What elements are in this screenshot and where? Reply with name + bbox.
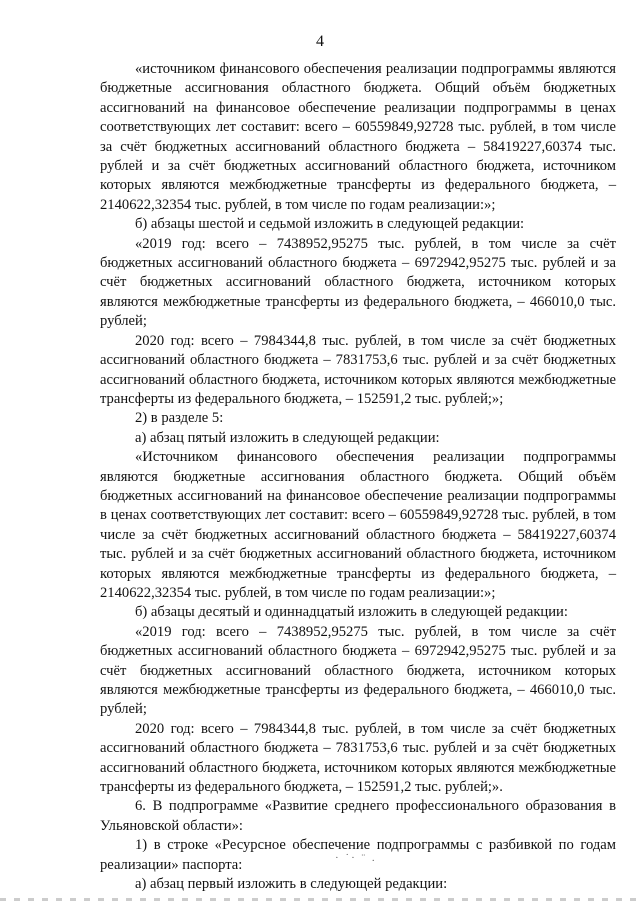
scan-smudge: · ˙· ¨ . xyxy=(335,852,377,864)
paragraph: 1) в строке «Ресурсное обеспечение подпрограммы с разбивкой по годам реализации» паспорта: xyxy=(100,837,616,873)
paragraph: «2019 год: всего – 7438952,95275 тыс. рублей, в том числе за счёт бюджетных ассигнований областного бюджета – 6972942,95275 тыс. рублей и за счёт бюджетных ассигнований областного бюджета, источником которых являются межбюджетные трансферты из федерального бюджета, – 466010,0 тыс. рублей; xyxy=(100,235,616,330)
paragraph: «2019 год: всего – 7438952,95275 тыс. рублей, в том числе за счёт бюджетных ассигнований областного бюджета – 6972942,95275 тыс. рублей и за счёт бюджетных ассигнований областного бюджета, источником которых являются межбюджетные трансферты из федерального бюджета, – 466010,0 тыс. рублей; xyxy=(100,623,616,718)
paragraph: 2020 год: всего – 7984344,8 тыс. рублей, в том числе за счёт бюджетных ассигнований областного бюджета – 7831753,6 тыс. рублей и за счёт бюджетных ассигнований областного бюджета, источником которых являются межбюджетные трансферты из федерального бюджета, – 152591,2 тыс. рублей;». xyxy=(100,720,616,796)
page-number: 4 xyxy=(316,33,324,50)
paragraph: «Источником финансового обеспечения реализации подпрограммы являются бюджетные ассигнования областного бюджета. Общий объём бюджетных ассигнований на финансовое обеспечение реализации подпрограммы в ценах соответствующих лет составит: всего – 60559849,92728 тыс. рублей, в том числе за счёт бюджетных ассигнований областного бюджета – 58419227,60374 тыс. рублей и за счёт бюджетных ассигнований областного бюджета, источником которых являются межбюджетные трансферты из федерального бюджета, – 2140622,32354 тыс. рублей, в том числе по годам реализации:»; xyxy=(100,449,616,601)
paragraph: б) абзацы десятый и одиннадцатый изложить в следующей редакции: xyxy=(135,604,568,621)
paragraph: «источником финансового обеспечения реализации подпрограммы являются бюджетные ассигнования областного бюджета. Общий объём бюджетных ассигнований на финансовое обеспечение реализации подпрограммы в ценах соответствующих лет составит: всего – 60559849,92728 тыс. рублей, в том числе за счёт бюджетных ассигнований областного бюджета – 58419227,60374 тыс. рублей и за счёт бюджетных ассигнований областного бюджета, источником которых являются межбюджетные трансферты из федерального бюджета, – 2140622,32354 тыс. рублей, в том числе по годам реализации:»; xyxy=(100,61,616,213)
paragraph: 2) в разделе 5: xyxy=(135,410,224,427)
paragraph: б) абзацы шестой и седьмой изложить в следующей редакции: xyxy=(135,216,525,233)
document-body xyxy=(100,60,616,894)
paragraph: а) абзац пятый изложить в следующей редакции: xyxy=(135,429,440,446)
paragraph: 6. В подпрограмме «Развитие среднего профессионального образования в Ульяновской области»: xyxy=(100,798,616,834)
paragraph: 2020 год: всего – 7984344,8 тыс. рублей, в том числе за счёт бюджетных ассигнований областного бюджета – 7831753,6 тыс. рублей и за счёт бюджетных ассигнований областного бюджета, источником которых являются межбюджетные трансферты из федерального бюджета, – 152591,2 тыс. рублей;»; xyxy=(100,332,616,407)
scan-edge-artifact xyxy=(0,898,640,901)
paragraph: а) абзац первый изложить в следующей редакции: xyxy=(135,876,448,893)
